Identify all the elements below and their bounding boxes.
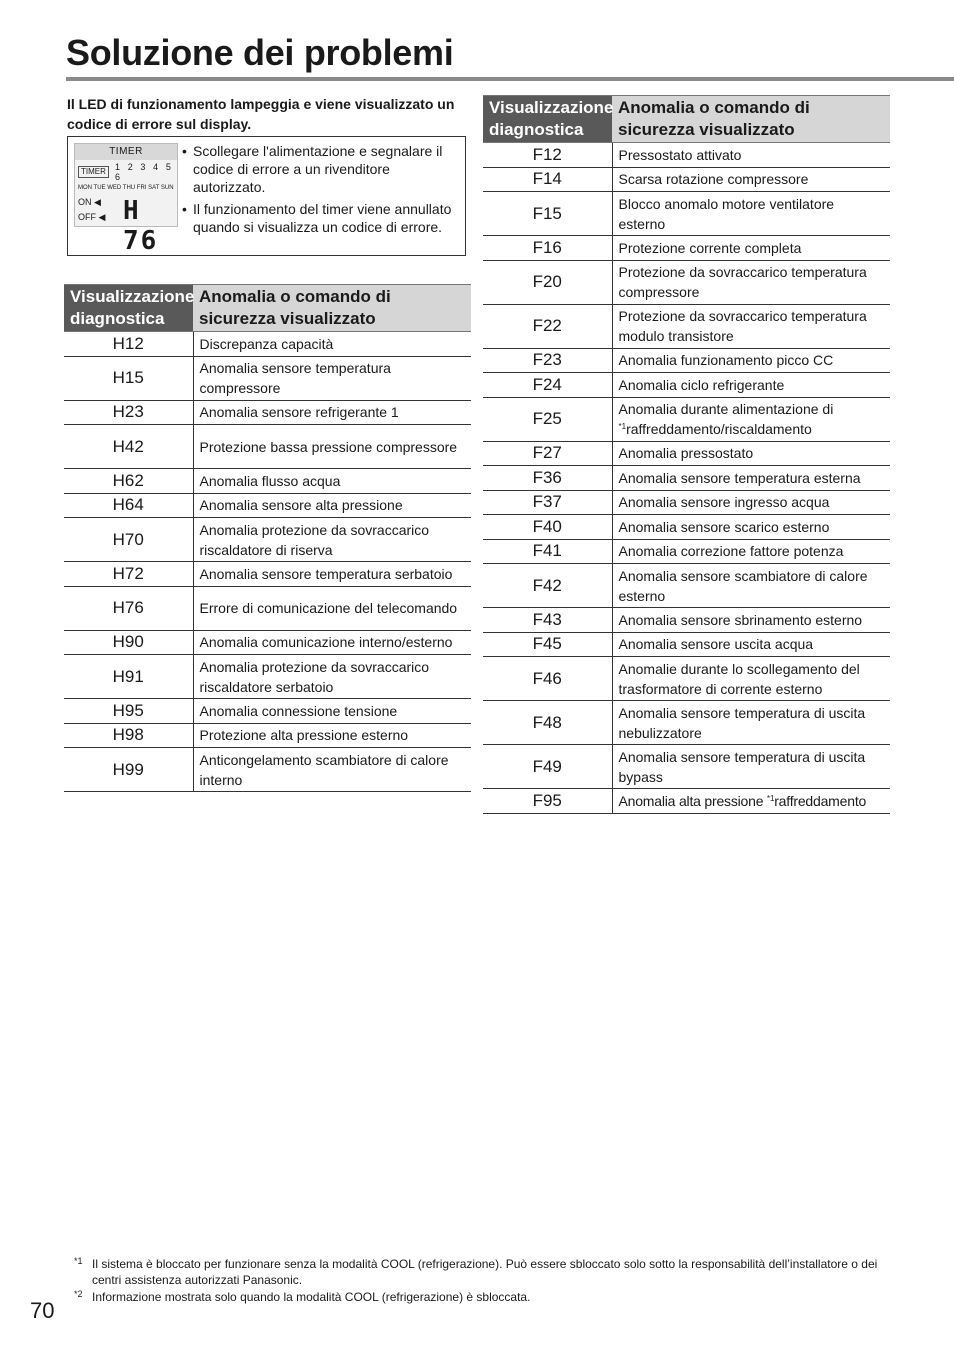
error-description: Errore di comunicazione del telecomando	[193, 586, 471, 630]
lcd-header: TIMER	[75, 144, 177, 160]
error-code: H64	[64, 493, 193, 518]
error-description: Anomalia flusso acqua	[193, 469, 471, 494]
error-description: Anomalia protezione da sovraccarico riscaldatore di riserva	[193, 518, 471, 562]
table-row	[483, 236, 890, 261]
error-code: H98	[64, 723, 193, 748]
table-row	[64, 400, 471, 425]
lcd-timer-label: TIMER	[78, 166, 109, 178]
error-code: F16	[483, 236, 612, 261]
error-code: H91	[64, 655, 193, 699]
table-row	[483, 167, 890, 192]
footnote-text: Il sistema è bloccato per funzionare senza la modalità COOL (refrigerazione). Può essere sbloccato solo sotto la responsabilità dell’installatore o dei centri assistenza autorizzati Panasonic.	[92, 1257, 878, 1287]
error-description: Anomalia pressostato	[612, 441, 890, 466]
error-description	[612, 789, 890, 814]
table-row	[483, 397, 890, 441]
error-code: H42	[64, 425, 193, 469]
error-code: H99	[64, 748, 193, 792]
table-row	[483, 745, 890, 789]
header-description: Anomalia o comando di sicurezza visualizzato	[193, 285, 471, 332]
error-code: F25	[483, 397, 612, 441]
error-description	[612, 397, 890, 441]
error-description: Anomalia sensore ingresso acqua	[612, 490, 890, 515]
error-code: F12	[483, 143, 612, 168]
error-description: Anomalia comunicazione interno/esterno	[193, 630, 471, 655]
error-description: Anomalia sensore temperatura di uscita bypass	[612, 745, 890, 789]
desc-part: raffreddamento/riscaldamento	[626, 421, 812, 437]
error-code: F41	[483, 539, 612, 564]
error-description: Discrepanza capacità	[193, 332, 471, 357]
lcd-display-illustration	[74, 143, 178, 256]
table-row	[483, 789, 890, 814]
error-description: Anticongelamento scambiatore di calore interno	[193, 748, 471, 792]
table-row	[64, 748, 471, 792]
page-title: Soluzione dei problemi	[66, 32, 454, 73]
error-description: Anomalia correzione fattore potenza	[612, 539, 890, 564]
table-row	[64, 630, 471, 655]
error-description: Anomalia sensore temperatura compressore	[193, 356, 471, 400]
error-code: H95	[64, 699, 193, 724]
error-description: Anomalia connessione tensione	[193, 699, 471, 724]
error-code: F42	[483, 564, 612, 608]
table-row	[64, 425, 471, 469]
footnote-text: Informazione mostrata solo quando la modalità COOL (refrigerazione) è sbloccata.	[92, 1290, 531, 1304]
table-row	[483, 490, 890, 515]
error-description: Anomalia sensore temperatura di uscita nebulizzatore	[612, 701, 890, 745]
note-item: • Il funzionamento del timer viene annullato quando si visualizza un codice di errore.	[181, 200, 463, 236]
error-description: Protezione corrente completa	[612, 236, 890, 261]
table-row	[64, 699, 471, 724]
note-box	[67, 136, 466, 256]
table-row	[483, 373, 890, 398]
error-code-table-left	[64, 284, 471, 792]
title-rule	[66, 77, 954, 81]
table-row	[64, 356, 471, 400]
table-row	[483, 657, 890, 701]
table-row	[483, 564, 890, 608]
error-code: F20	[483, 260, 612, 304]
lcd-off: OFF ◀	[78, 212, 106, 222]
error-code: H72	[64, 562, 193, 587]
error-description: Anomalia sensore scambiatore di calore esterno	[612, 564, 890, 608]
error-code: F40	[483, 515, 612, 540]
footnote-mark: *2	[74, 1289, 83, 1299]
error-code: F23	[483, 348, 612, 373]
error-code: F46	[483, 657, 612, 701]
table-row	[64, 562, 471, 587]
table-row	[64, 332, 471, 357]
table-row	[483, 701, 890, 745]
error-code: F37	[483, 490, 612, 515]
error-description: Blocco anomalo motore ventilatore esterno	[612, 192, 890, 236]
intro-text: Il LED di funzionamento lampeggia e viene visualizzato un codice di errore sul display.	[67, 96, 455, 132]
error-code: F48	[483, 701, 612, 745]
error-description: Scarsa rotazione compressore	[612, 167, 890, 192]
lcd-numbers: 1 2 3 4 5 6	[115, 162, 174, 182]
error-code: H70	[64, 518, 193, 562]
table-row	[483, 632, 890, 657]
error-description: Protezione da sovraccarico temperatura modulo transistore	[612, 304, 890, 348]
error-description: Anomalia sensore refrigerante 1	[193, 400, 471, 425]
error-description: Anomalia sensore temperatura serbatoio	[193, 562, 471, 587]
error-description: Anomalia sensore scarico esterno	[612, 515, 890, 540]
page-number: 70	[30, 1298, 55, 1323]
error-description: Anomalia funzionamento picco CC	[612, 348, 890, 373]
desc-part: Anomalia alta pressione	[618, 792, 764, 809]
footnote-ref: *1	[767, 793, 775, 803]
table-row	[483, 348, 890, 373]
error-code: F24	[483, 373, 612, 398]
error-code: H23	[64, 400, 193, 425]
footnotes	[74, 1256, 894, 1306]
error-code: F36	[483, 466, 612, 491]
lcd-days: MON TUE WED THU FRI SAT SUN	[78, 185, 174, 191]
error-code: F14	[483, 167, 612, 192]
error-code: F45	[483, 632, 612, 657]
error-code: H76	[64, 586, 193, 630]
error-description: Anomalia sensore uscita acqua	[612, 632, 890, 657]
error-code: H90	[64, 630, 193, 655]
error-description: Protezione da sovraccarico temperatura compressore	[612, 260, 890, 304]
error-description: Anomalie durante lo scollegamento del trasformatore di corrente esterno	[612, 657, 890, 701]
error-description: Anomalia sensore sbrinamento esterno	[612, 608, 890, 633]
error-description: Pressostato attivato	[612, 143, 890, 168]
table-row	[483, 608, 890, 633]
lcd-on: ON ◀	[78, 197, 101, 207]
table-row	[483, 260, 890, 304]
error-description: Protezione alta pressione esterno	[193, 723, 471, 748]
table-row	[483, 441, 890, 466]
table-row	[64, 469, 471, 494]
error-code-table-right	[483, 95, 890, 814]
table-row	[483, 466, 890, 491]
error-description: Anomalia ciclo refrigerante	[612, 373, 890, 398]
note-item: • Scollegare l'alimentazione e segnalare il codice di errore a un rivenditore autorizzato.	[181, 142, 463, 196]
footnote-ref: *1	[618, 422, 627, 431]
desc-part: Anomalia durante alimentazione di	[618, 401, 834, 417]
table-row	[483, 143, 890, 168]
error-code: F43	[483, 608, 612, 633]
error-code: H62	[64, 469, 193, 494]
footnote	[74, 1289, 894, 1305]
table-row	[64, 723, 471, 748]
error-code: H15	[64, 356, 193, 400]
table-row	[64, 493, 471, 518]
lcd-error-code: H 76	[123, 196, 159, 256]
table-row	[64, 655, 471, 699]
footnote-mark: *1	[74, 1256, 83, 1266]
desc-part: raffreddamento	[774, 792, 867, 809]
error-code: F95	[483, 789, 612, 814]
header-diagnostic: Visualizzazione diagnostica	[64, 285, 193, 332]
table-row	[483, 304, 890, 348]
error-code: F22	[483, 304, 612, 348]
table-row	[483, 539, 890, 564]
table-row	[483, 192, 890, 236]
note-list	[181, 142, 463, 240]
header-description: Anomalia o comando di sicurezza visualizzato	[612, 96, 890, 143]
footnote	[74, 1256, 894, 1288]
error-code: H12	[64, 332, 193, 357]
error-description: Anomalia sensore temperatura esterna	[612, 466, 890, 491]
error-description: Anomalia sensore alta pressione	[193, 493, 471, 518]
table-row	[483, 515, 890, 540]
header-diagnostic: Visualizzazione diagnostica	[483, 96, 612, 143]
error-code: F27	[483, 441, 612, 466]
error-code: F15	[483, 192, 612, 236]
table-row	[64, 518, 471, 562]
table-row	[64, 586, 471, 630]
error-code: F49	[483, 745, 612, 789]
error-description: Anomalia protezione da sovraccarico riscaldatore serbatoio	[193, 655, 471, 699]
error-description: Protezione bassa pressione compressore	[193, 425, 471, 469]
